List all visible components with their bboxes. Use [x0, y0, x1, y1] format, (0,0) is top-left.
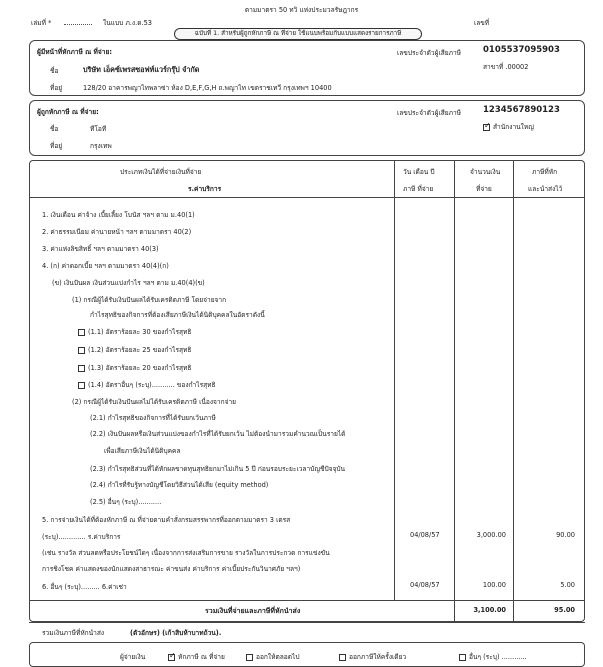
col-header-type-sub: ร.ค่าบริการ	[188, 185, 222, 193]
checkbox-1-4[interactable]	[78, 382, 85, 389]
col-divider-date	[394, 160, 395, 600]
book-no-field[interactable]	[64, 24, 92, 25]
col-header-type: ประเภทเงินได้ที่จ่ายเงินที่จ่าย	[120, 168, 202, 176]
payee-name: ทีโอที	[90, 125, 107, 133]
option-other-label: อื่นๆ (ระบุ) ............	[469, 653, 527, 661]
option-withhold[interactable]	[168, 651, 225, 662]
head-office-option[interactable]	[483, 121, 534, 132]
col-header-amount: จำนวนเงิน	[470, 168, 501, 176]
payee-address-label: ที่อยู่	[50, 142, 63, 150]
payer-tax-id: 0105537095903	[483, 45, 560, 55]
item-5-note: (เช่น รางวัล ส่วนลดหรือประโยชน์ใดๆ เนื่องจากการส่งเสริมการขาย รางวัลในการประกวด การแข่งขัน	[42, 549, 330, 557]
doc-no-label: เลขที่	[474, 19, 490, 27]
copy-banner: ฉบับที่ 1. สำหรับผู้ถูกหักภาษี ณ ที่จ่าย ใช้แนบพร้อมกับแบบแสดงรายการภาษี	[174, 28, 422, 40]
total-label: รวมเงินที่จ่ายและภาษีที่หักนำส่ง	[205, 607, 301, 615]
item-3: 3. ค่าแห่งลิขสิทธิ์ ฯลฯ ตามมาตรา 40(3)	[42, 245, 159, 253]
col-divider-amount	[454, 160, 455, 622]
checkbox-1-1[interactable]	[78, 329, 85, 336]
item-4b: (ข) เงินปันผล เงินส่วนแบ่งกำไร ฯลฯ ตาม ม.40(4)(ข)	[52, 279, 205, 287]
payer-name-label: ชื่อ	[50, 67, 59, 75]
row5-date: 04/08/57	[410, 531, 440, 539]
form-title: ตามมาตรา 50 ทวิ แห่งประมวลรัษฎากร	[244, 6, 359, 14]
item-2-3: (2.3) กำไรสุทธิส่วนที่ได้หักผลขาดทุนสุทธิยกมาไม่เกิน 5 ปี ก่อนรอบระยะเวลาบัญชีปัจจุบัน	[90, 465, 346, 473]
payee-section-label: ผู้ถูกหักภาษี ณ ที่จ่าย:	[37, 108, 99, 116]
row6-tax: 5.00	[560, 581, 575, 589]
item-5-note-cont: การชิงโชค ค่าแสดงของนักแสดงสาธารณะ ค่าขนส่ง ค่าบริการ ค่าเบี้ยประกันวินาศภัย ฯลฯ)	[42, 565, 301, 573]
item-6: 6. อื่นๆ (ระบุ)......... 6.ค่าเช่า	[42, 583, 127, 591]
total-words: (ตัวอักษร) (เก้าสิบห้าบาทถ้วน).	[130, 629, 222, 637]
item-2: 2. ค่าธรรมเนียม ค่านายหน้า ฯลฯ ตามมาตรา 40(2)	[42, 228, 192, 236]
head-office-label: สำนักงานใหญ่	[493, 123, 534, 131]
total-amount: 3,100.00	[473, 606, 506, 614]
checkbox-1-2[interactable]	[78, 347, 85, 354]
payee-tax-id: 1234567890123	[483, 105, 560, 115]
total-divider	[29, 600, 585, 601]
head-office-checkbox[interactable]	[483, 124, 490, 131]
form-type-label: ในแบบ ภ.ง.ด.53	[103, 19, 152, 27]
item-5-specify: (ระบุ)............. ร.ค่าบริการ	[42, 533, 121, 541]
payer-section-label: ผู้มีหน้าที่หักภาษี ณ ที่จ่าย:	[37, 48, 112, 56]
table-bottom	[29, 622, 585, 623]
payer-address: 128/20 อาคารพญาไทพลาซ่า ห้อง D,E,F,G,H ถ.พญาไท เขตราชเทวี กรุงเทพฯ 10400	[83, 84, 332, 92]
option-withhold-checkbox[interactable]	[168, 654, 175, 661]
row6-amount: 100.00	[482, 581, 506, 589]
col-header-date: วัน เดือน ปี	[403, 168, 435, 176]
total-tax: 95.00	[554, 606, 575, 614]
item-1: 1. เงินเดือน ค่าจ้าง เบี้ยเลี้ยง โบนัส ฯลฯ ตาม ม.40(1)	[42, 211, 195, 219]
option-once-checkbox[interactable]	[339, 654, 346, 661]
book-no-label: เล่มที่ *	[31, 19, 52, 27]
row6-date: 04/08/57	[410, 581, 440, 589]
option-once[interactable]	[339, 651, 406, 662]
col-header-tax-sub: และนำส่งไว้	[528, 185, 563, 193]
option-withhold-label: หักภาษี ณ ที่จ่าย	[178, 653, 225, 661]
col-header-amount-sub: ที่จ่าย	[476, 185, 492, 193]
option-other[interactable]	[459, 651, 527, 662]
option-always[interactable]	[246, 651, 300, 662]
row5-tax: 90.00	[556, 531, 575, 539]
item-1-1[interactable]	[78, 326, 191, 337]
item-4b2: (2) กรณีผู้ได้รับเงินปันผลไม่ได้รับเครดิตภาษี เนื่องจากจ่าย	[72, 398, 237, 406]
item-4b1-desc: กำไรสุทธิของกิจการที่ต้องเสียภาษีเงินได้นิติบุคคลในอัตราดังนี้	[90, 311, 265, 319]
item-1-2[interactable]	[78, 344, 191, 355]
item-1-4[interactable]	[78, 379, 216, 390]
option-always-checkbox[interactable]	[246, 654, 253, 661]
item-1-3[interactable]	[78, 362, 191, 373]
payer-tax-id-label: เลขประจำตัวผู้เสียภาษี	[397, 49, 462, 57]
item-1-4-label: (1.4) อัตราอื่นๆ (ระบุ)........... ของกำไรสุทธิ	[88, 381, 216, 389]
item-2-4: (2.4) กำไรที่รับรู้ทางบัญชีโดยวิธีส่วนได้เสีย (equity method)	[90, 481, 269, 489]
col-header-tax: ภาษีที่หัก	[532, 168, 558, 176]
payee-tax-id-label: เลขประจำตัวผู้เสียภาษี	[397, 109, 462, 117]
item-5: 5. การจ่ายเงินได้ที่ต้องหักภาษี ณ ที่จ่ายตามคำสั่งกรมสรรพากรที่ออกตามมาตรา 3 เตรส	[42, 516, 291, 524]
payee-name-label: ชื่อ	[50, 125, 59, 133]
item-2-2: (2.2) เงินปันผลหรือเงินส่วนแบ่งของกำไรที่ได้รับยกเว้น ไม่ต้องนำมารวมคำนวณเป็นรายได้	[90, 430, 346, 438]
item-2-5: (2.5) อื่นๆ (ระบุ)...........	[90, 498, 162, 506]
item-1-1-label: (1.1) อัตราร้อยละ 30 ของกำไรสุทธิ	[88, 328, 192, 336]
item-2-1: (2.1) กำไรสุทธิของกิจการที่ได้รับยกเว้นภาษี	[90, 414, 216, 422]
item-4b1: (1) กรณีผู้ได้รับเงินปันผลได้รับเครดิตภาษี โดยจ่ายจาก	[72, 296, 227, 304]
option-once-label: ออกภาษีให้ครั้งเดียว	[349, 653, 407, 661]
payee-address: กรุงเทพ	[90, 142, 112, 150]
col-divider-tax	[513, 160, 514, 622]
col-header-date-sub: ภาษี ที่จ่าย	[403, 185, 434, 193]
row5-amount: 3,000.00	[476, 531, 506, 539]
payer-branch: สาขาที่ .00002	[483, 63, 529, 71]
item-4a: 4. (ก) ค่าดอกเบี้ย ฯลฯ ตามมาตรา 40(4)(ก)	[42, 262, 169, 270]
option-other-checkbox[interactable]	[459, 654, 466, 661]
payer-address-label: ที่อยู่	[50, 84, 63, 92]
header-divider	[29, 197, 585, 198]
payer-options-label: ผู้จ่ายเงิน	[120, 653, 146, 661]
checkbox-1-3[interactable]	[78, 365, 85, 372]
total-words-label: รวมเงินภาษีที่หักนำส่ง	[42, 629, 105, 637]
item-2-2-cont: เพื่อเสียภาษีเงินได้นิติบุคคล	[104, 447, 181, 455]
option-always-label: ออกให้ตลอดไป	[256, 653, 300, 661]
payer-name: บริษัท เอ็คซ์เพรสซอฟท์แวร์กรุ๊ป จำกัด	[83, 65, 200, 74]
item-1-3-label: (1.3) อัตราร้อยละ 20 ของกำไรสุทธิ	[88, 364, 192, 372]
item-1-2-label: (1.2) อัตราร้อยละ 25 ของกำไรสุทธิ	[88, 346, 192, 354]
